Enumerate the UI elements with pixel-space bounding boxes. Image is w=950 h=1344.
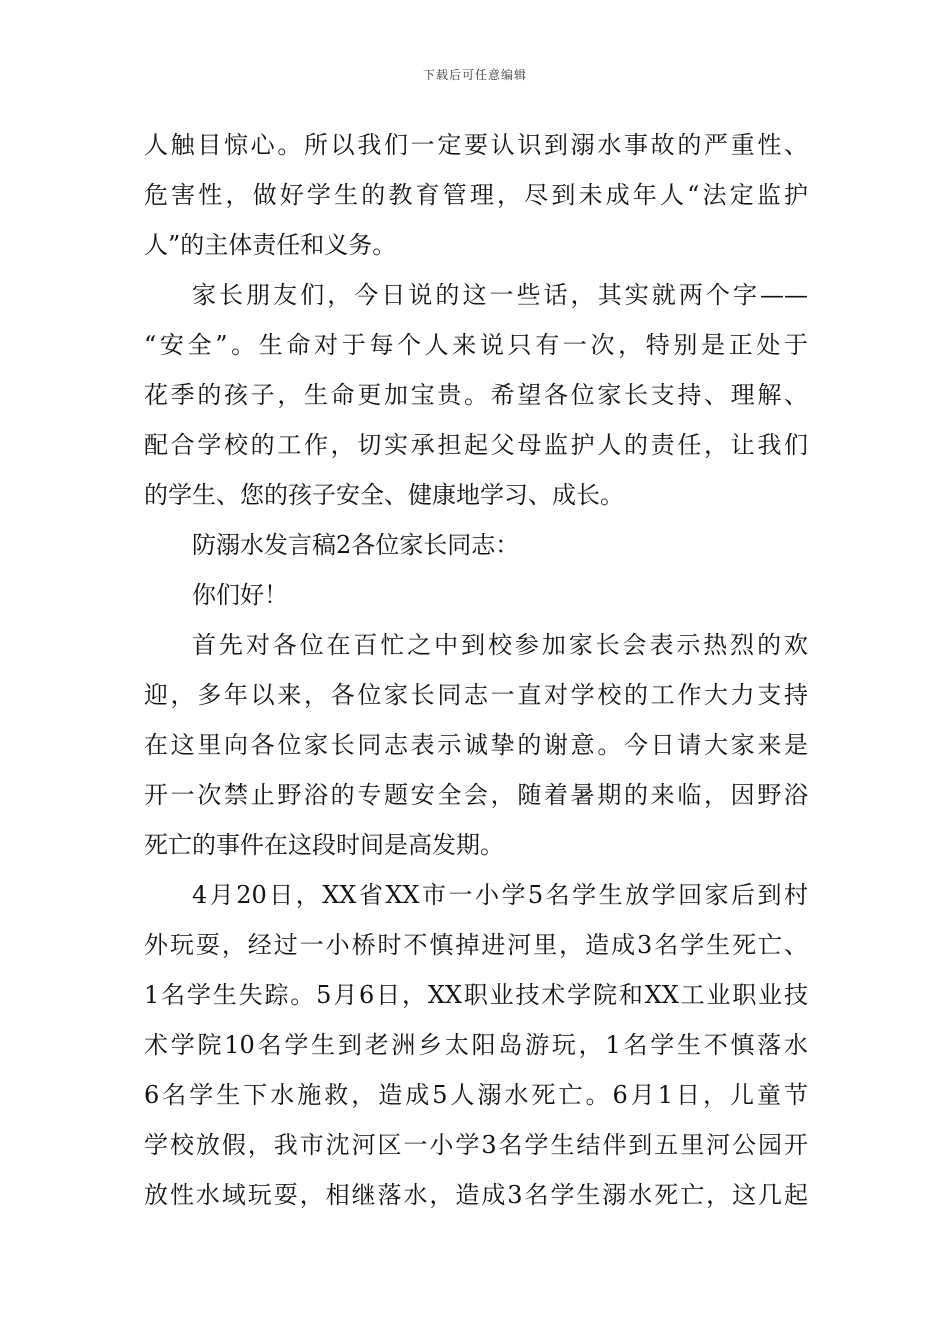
document-body xyxy=(144,120,808,1220)
text-line: 的学生、您的孩子安全、健康地学习、成长。 xyxy=(144,481,624,509)
text-line: 放性水域玩耍，相继落水，造成3名学生溺水死亡，这几起 xyxy=(144,1181,808,1209)
text-line: 迎，多年以来，各位家长同志一直对学校的工作大力支持 xyxy=(144,681,808,709)
text-line: 4月20日，XX省XX市一小学5名学生放学回家后到村 xyxy=(192,881,808,909)
text-line: 人触目惊心。所以我们一定要认识到溺水事故的严重性、 xyxy=(144,131,808,159)
text-line: 防溺水发言稿2各位家长同志： xyxy=(192,531,520,559)
text-line: 开一次禁止野浴的专题安全会，随着暑期的来临，因野浴 xyxy=(144,781,808,809)
text-line: 家长朋友们，今日说的这一些话，其实就两个字—— xyxy=(192,281,808,309)
text-line: 术学院10名学生到老洲乡太阳岛游玩，1名学生不慎落水 xyxy=(144,1031,808,1059)
text-line: 花季的孩子，生命更加宝贵。希望各位家长支持、理解、 xyxy=(144,381,808,409)
text-line: 在这里向各位家长同志表示诚挚的谢意。今日请大家来是 xyxy=(144,731,808,759)
text-line: 首先对各位在百忙之中到校参加家长会表示热烈的欢 xyxy=(192,631,808,659)
text-line: 1名学生失踪。5月6日，XX职业技术学院和XX工业职业技 xyxy=(144,981,808,1009)
text-line: 人”的主体责任和义务。 xyxy=(144,231,397,259)
text-line: “安全”。生命对于每个人来说只有一次，特别是正处于 xyxy=(144,331,808,359)
page-header: 下载后可任意编辑 xyxy=(422,68,527,82)
text-line: 危害性，做好学生的教育管理，尽到未成年人“法定监护 xyxy=(144,181,808,209)
text-line: 你们好！ xyxy=(192,581,288,609)
text-line: 6名学生下水施救，造成5人溺水死亡。6月1日，儿童节 xyxy=(144,1081,808,1109)
text-line: 学校放假，我市沈河区一小学3名学生结伴到五里河公园开 xyxy=(144,1131,808,1159)
text-line: 配合学校的工作，切实承担起父母监护人的责任，让我们 xyxy=(144,431,808,459)
text-line: 外玩耍，经过一小桥时不慎掉进河里，造成3名学生死亡、 xyxy=(144,931,808,959)
text-line: 死亡的事件在这段时间是高发期。 xyxy=(144,831,504,859)
